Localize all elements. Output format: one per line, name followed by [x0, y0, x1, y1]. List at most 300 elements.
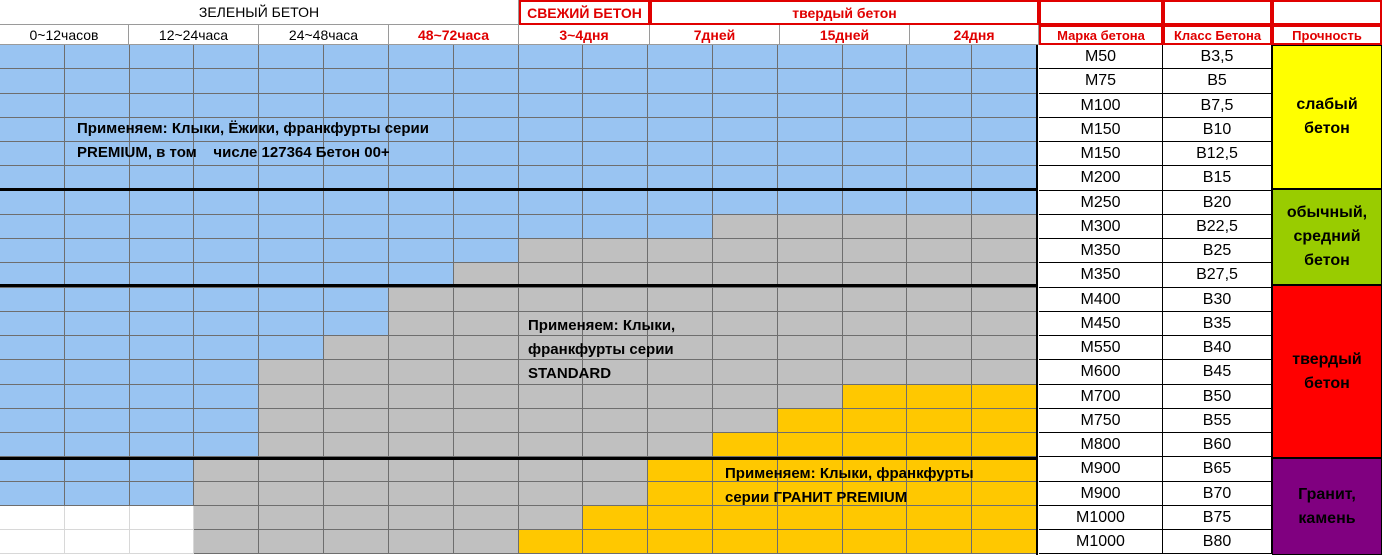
gray-cell [648, 239, 713, 263]
gold-cell [583, 530, 648, 554]
blue-cell [713, 45, 778, 69]
class-cell: В45 [1163, 360, 1272, 385]
gray-cell [259, 506, 324, 530]
gray-cell [324, 385, 389, 409]
gray-cell [907, 239, 972, 263]
header-strength: Прочность [1272, 25, 1382, 45]
blue-cell [324, 239, 389, 263]
blue-cell [519, 118, 583, 142]
gray-cell [713, 409, 778, 433]
class-cell: В22,5 [1163, 215, 1272, 239]
col-24-48h: 24~48часа [259, 25, 389, 45]
gray-cell [324, 409, 389, 433]
mark-cell: М350 [1039, 263, 1163, 288]
gray-cell [324, 433, 389, 457]
group-separator [0, 188, 1037, 191]
gray-cell [454, 409, 519, 433]
blue-cell [648, 69, 713, 94]
blue-cell [583, 191, 648, 215]
blue-cell [194, 191, 259, 215]
blue-cell [454, 215, 519, 239]
blue-cell [778, 94, 843, 118]
gold-cell [648, 530, 713, 554]
blue-cell [194, 409, 259, 433]
blue-cell [0, 118, 65, 142]
blue-cell [648, 94, 713, 118]
blue-cell [130, 312, 194, 336]
gray-cell [454, 506, 519, 530]
blue-cell [648, 45, 713, 69]
blue-cell [583, 215, 648, 239]
gray-cell [519, 288, 583, 312]
blue-cell [454, 94, 519, 118]
blue-cell [583, 45, 648, 69]
gray-cell [907, 215, 972, 239]
gray-cell [454, 312, 519, 336]
table-divider [1036, 45, 1038, 555]
blue-cell [907, 118, 972, 142]
col-15d: 15дней [780, 25, 910, 45]
group-weak-label: слабый бетон [1296, 96, 1358, 137]
class-cell: В10 [1163, 118, 1272, 142]
blue-cell [130, 215, 194, 239]
gray-cell [778, 288, 843, 312]
blue-cell [713, 142, 778, 166]
blue-cell [65, 433, 130, 457]
gray-cell [324, 506, 389, 530]
gray-cell [648, 433, 713, 457]
blue-cell [0, 288, 65, 312]
blue-cell [65, 94, 130, 118]
blue-cell [0, 69, 65, 94]
gray-cell [454, 530, 519, 554]
blue-cell [65, 191, 130, 215]
gray-cell [194, 482, 259, 506]
gold-cell [583, 506, 648, 530]
gray-cell [454, 336, 519, 360]
gray-cell [389, 457, 454, 482]
blue-cell [648, 142, 713, 166]
blue-cell [130, 482, 194, 506]
group-separator [0, 457, 1037, 460]
class-cell: В5 [1163, 69, 1272, 94]
gray-cell [519, 457, 583, 482]
blue-cell [389, 94, 454, 118]
gray-cell [519, 385, 583, 409]
gray-cell [259, 433, 324, 457]
blue-cell [0, 457, 65, 482]
blue-cell [713, 191, 778, 215]
gray-cell [389, 530, 454, 554]
header-spacer-mark [1039, 0, 1163, 25]
blue-cell [843, 191, 907, 215]
gray-cell [583, 482, 648, 506]
mark-cell: М900 [1039, 482, 1163, 506]
blue-cell [519, 215, 583, 239]
mark-cell: М350 [1039, 239, 1163, 263]
gold-cell [972, 506, 1037, 530]
blue-cell [194, 336, 259, 360]
gray-cell [454, 457, 519, 482]
note-standard-line2: франкфурты серии [528, 341, 674, 358]
mark-cell: М1000 [1039, 530, 1163, 554]
gray-cell [519, 239, 583, 263]
blue-cell [194, 433, 259, 457]
gray-cell [324, 336, 389, 360]
col-0-12h: 0~12часов [0, 25, 129, 45]
gold-cell [648, 482, 713, 506]
blue-cell [259, 288, 324, 312]
blue-cell [0, 360, 65, 385]
blue-cell [778, 45, 843, 69]
group-medium-label: обычный, средний бетон [1286, 204, 1368, 269]
gray-cell [907, 336, 972, 360]
blue-cell [194, 288, 259, 312]
blue-cell [519, 142, 583, 166]
col-24d: 24дня [910, 25, 1039, 45]
blue-cell [454, 191, 519, 215]
class-cell: В3,5 [1163, 45, 1272, 69]
gray-cell [778, 312, 843, 336]
gold-cell [972, 457, 1037, 482]
note-premium-line2: PREMIUM, в том числе 127364 Бетон 00+ [77, 144, 390, 161]
blue-cell [0, 142, 65, 166]
blue-cell [713, 118, 778, 142]
blue-cell [324, 191, 389, 215]
gray-cell [259, 530, 324, 554]
class-cell: В60 [1163, 433, 1272, 457]
gray-cell [454, 288, 519, 312]
blue-cell [778, 69, 843, 94]
mark-cell: М300 [1039, 215, 1163, 239]
class-cell: В35 [1163, 312, 1272, 336]
gray-cell [454, 482, 519, 506]
blue-cell [324, 215, 389, 239]
blue-cell [65, 360, 130, 385]
gold-cell [907, 530, 972, 554]
blue-cell [259, 94, 324, 118]
gold-cell [648, 506, 713, 530]
blue-cell [130, 45, 194, 69]
blue-cell [389, 191, 454, 215]
mark-cell: М200 [1039, 166, 1163, 191]
class-cell: В25 [1163, 239, 1272, 263]
header-spacer-class [1163, 0, 1272, 25]
gray-cell [583, 288, 648, 312]
blue-cell [194, 69, 259, 94]
mark-cell: М150 [1039, 142, 1163, 166]
mark-cell: М75 [1039, 69, 1163, 94]
gray-cell [259, 360, 324, 385]
gray-cell [713, 336, 778, 360]
note-granite [725, 462, 974, 510]
group-hard-label: твердый бетон [1292, 350, 1362, 392]
blue-cell [454, 118, 519, 142]
note-granite-line2: серии ГРАНИТ PREMIUM [725, 489, 908, 506]
blue-cell [519, 69, 583, 94]
mark-cell: М50 [1039, 45, 1163, 69]
blue-cell [843, 94, 907, 118]
blue-cell [65, 336, 130, 360]
gold-cell [972, 409, 1037, 433]
blue-cell [259, 312, 324, 336]
blue-cell [778, 118, 843, 142]
blue-cell [65, 457, 130, 482]
blue-cell [519, 94, 583, 118]
blue-cell [130, 288, 194, 312]
header-class: Класс Бетона [1163, 25, 1272, 45]
gray-cell [194, 506, 259, 530]
mark-cell: М800 [1039, 433, 1163, 457]
blue-cell [130, 360, 194, 385]
gray-cell [259, 457, 324, 482]
note-premium [77, 117, 429, 165]
blue-cell [194, 45, 259, 69]
gray-cell [519, 506, 583, 530]
gray-cell [843, 312, 907, 336]
blue-cell [65, 409, 130, 433]
gray-cell [324, 457, 389, 482]
blue-cell [65, 215, 130, 239]
gold-cell [843, 385, 907, 409]
gray-cell [324, 530, 389, 554]
gray-cell [389, 288, 454, 312]
note-standard-line1: Применяем: Клыки, [528, 317, 676, 334]
gray-cell [648, 288, 713, 312]
gold-cell [843, 433, 907, 457]
blue-cell [259, 191, 324, 215]
class-cell: В20 [1163, 191, 1272, 215]
gold-cell [907, 409, 972, 433]
blue-cell [519, 191, 583, 215]
blue-cell [65, 288, 130, 312]
blue-cell [130, 385, 194, 409]
mark-cell: М700 [1039, 385, 1163, 409]
blue-cell [194, 215, 259, 239]
group-granite [1272, 458, 1382, 555]
blue-cell [65, 312, 130, 336]
gray-cell [713, 288, 778, 312]
blue-cell [130, 409, 194, 433]
gray-cell [583, 239, 648, 263]
blue-cell [0, 94, 65, 118]
gray-cell [389, 506, 454, 530]
blue-cell [454, 45, 519, 69]
blue-cell [972, 45, 1037, 69]
empty-cell [65, 506, 130, 530]
gray-cell [972, 288, 1037, 312]
gray-cell [778, 239, 843, 263]
blue-cell [0, 409, 65, 433]
blue-cell [130, 336, 194, 360]
header-spacer-strength [1272, 0, 1382, 25]
blue-cell [907, 45, 972, 69]
gray-cell [972, 312, 1037, 336]
gold-cell [972, 433, 1037, 457]
empty-cell [65, 530, 130, 554]
blue-cell [843, 45, 907, 69]
gray-cell [778, 360, 843, 385]
mark-cell: М100 [1039, 94, 1163, 118]
gray-cell [843, 215, 907, 239]
blue-cell [0, 385, 65, 409]
mark-cell: М450 [1039, 312, 1163, 336]
gray-cell [713, 385, 778, 409]
gray-cell [454, 433, 519, 457]
gold-cell [778, 409, 843, 433]
gold-cell [972, 482, 1037, 506]
blue-cell [324, 69, 389, 94]
blue-cell [713, 94, 778, 118]
blue-cell [324, 94, 389, 118]
gray-cell [519, 409, 583, 433]
gray-cell [324, 360, 389, 385]
gray-cell [389, 336, 454, 360]
gray-cell [907, 312, 972, 336]
class-cell: В55 [1163, 409, 1272, 433]
blue-cell [0, 215, 65, 239]
gray-cell [259, 482, 324, 506]
gray-cell [389, 409, 454, 433]
class-cell: В65 [1163, 457, 1272, 482]
gold-cell [648, 457, 713, 482]
class-cell: В40 [1163, 336, 1272, 360]
blue-cell [0, 312, 65, 336]
gray-cell [389, 433, 454, 457]
gray-cell [972, 215, 1037, 239]
gray-cell [907, 288, 972, 312]
group-weak [1272, 45, 1382, 189]
gray-cell [389, 482, 454, 506]
blue-cell [778, 142, 843, 166]
blue-cell [324, 45, 389, 69]
blue-cell [65, 239, 130, 263]
mark-cell: М750 [1039, 409, 1163, 433]
class-cell: В30 [1163, 288, 1272, 312]
gray-cell [972, 239, 1037, 263]
blue-cell [972, 118, 1037, 142]
gray-cell [194, 530, 259, 554]
header-fresh-concrete: СВЕЖИЙ БЕТОН [519, 0, 650, 25]
gray-cell [778, 336, 843, 360]
col-3-4d: 3~4дня [519, 25, 650, 45]
blue-cell [130, 191, 194, 215]
blue-cell [130, 457, 194, 482]
gray-cell [259, 385, 324, 409]
gray-cell [519, 433, 583, 457]
group-hard [1272, 285, 1382, 458]
gold-cell [972, 385, 1037, 409]
class-cell: В27,5 [1163, 263, 1272, 288]
blue-cell [0, 191, 65, 215]
blue-cell [972, 69, 1037, 94]
gold-cell [713, 530, 778, 554]
gray-cell [583, 433, 648, 457]
gray-cell [389, 385, 454, 409]
blue-cell [389, 45, 454, 69]
blue-cell [130, 69, 194, 94]
blue-cell [130, 239, 194, 263]
gold-cell [907, 433, 972, 457]
header-green-concrete: ЗЕЛЕНЫЙ БЕТОН [0, 0, 519, 25]
blue-cell [454, 239, 519, 263]
mark-cell: М900 [1039, 457, 1163, 482]
blue-cell [843, 69, 907, 94]
blue-cell [324, 288, 389, 312]
class-cell: В12,5 [1163, 142, 1272, 166]
group-separator [0, 284, 1037, 287]
blue-cell [65, 482, 130, 506]
blue-cell [907, 142, 972, 166]
blue-cell [0, 239, 65, 263]
blue-cell [583, 118, 648, 142]
blue-cell [778, 191, 843, 215]
blue-cell [194, 312, 259, 336]
header-mark: Марка бетона [1039, 25, 1163, 45]
blue-cell [389, 69, 454, 94]
gold-cell [843, 409, 907, 433]
class-cell: В75 [1163, 506, 1272, 530]
blue-cell [259, 45, 324, 69]
blue-cell [259, 215, 324, 239]
blue-cell [454, 142, 519, 166]
blue-cell [907, 69, 972, 94]
blue-cell [0, 482, 65, 506]
blue-cell [843, 142, 907, 166]
gold-cell [907, 385, 972, 409]
gray-cell [389, 360, 454, 385]
blue-cell [194, 385, 259, 409]
note-standard [528, 314, 675, 386]
blue-cell [583, 142, 648, 166]
gold-cell [519, 530, 583, 554]
blue-cell [389, 215, 454, 239]
gray-cell [454, 385, 519, 409]
blue-cell [65, 385, 130, 409]
class-cell: В50 [1163, 385, 1272, 409]
gray-cell [778, 215, 843, 239]
mark-cell: М1000 [1039, 506, 1163, 530]
blue-cell [130, 433, 194, 457]
note-premium-line1: Применяем: Клыки, Ёжики, франкфурты серии [77, 120, 429, 137]
gray-cell [972, 360, 1037, 385]
blue-cell [454, 69, 519, 94]
blue-cell [0, 433, 65, 457]
gray-cell [713, 312, 778, 336]
gray-cell [778, 385, 843, 409]
gray-cell [583, 409, 648, 433]
blue-cell [843, 118, 907, 142]
gold-cell [713, 433, 778, 457]
col-7d: 7дней [650, 25, 780, 45]
blue-cell [194, 360, 259, 385]
gray-cell [843, 239, 907, 263]
blue-cell [972, 94, 1037, 118]
blue-cell [583, 69, 648, 94]
empty-cell [130, 530, 194, 554]
gold-cell [972, 530, 1037, 554]
note-standard-line3: STANDARD [528, 365, 612, 382]
mark-cell: М250 [1039, 191, 1163, 215]
mark-cell: М600 [1039, 360, 1163, 385]
gray-cell [713, 239, 778, 263]
blue-cell [972, 142, 1037, 166]
gold-cell [843, 530, 907, 554]
gray-cell [843, 336, 907, 360]
blue-cell [0, 336, 65, 360]
gray-cell [843, 360, 907, 385]
blue-cell [907, 94, 972, 118]
